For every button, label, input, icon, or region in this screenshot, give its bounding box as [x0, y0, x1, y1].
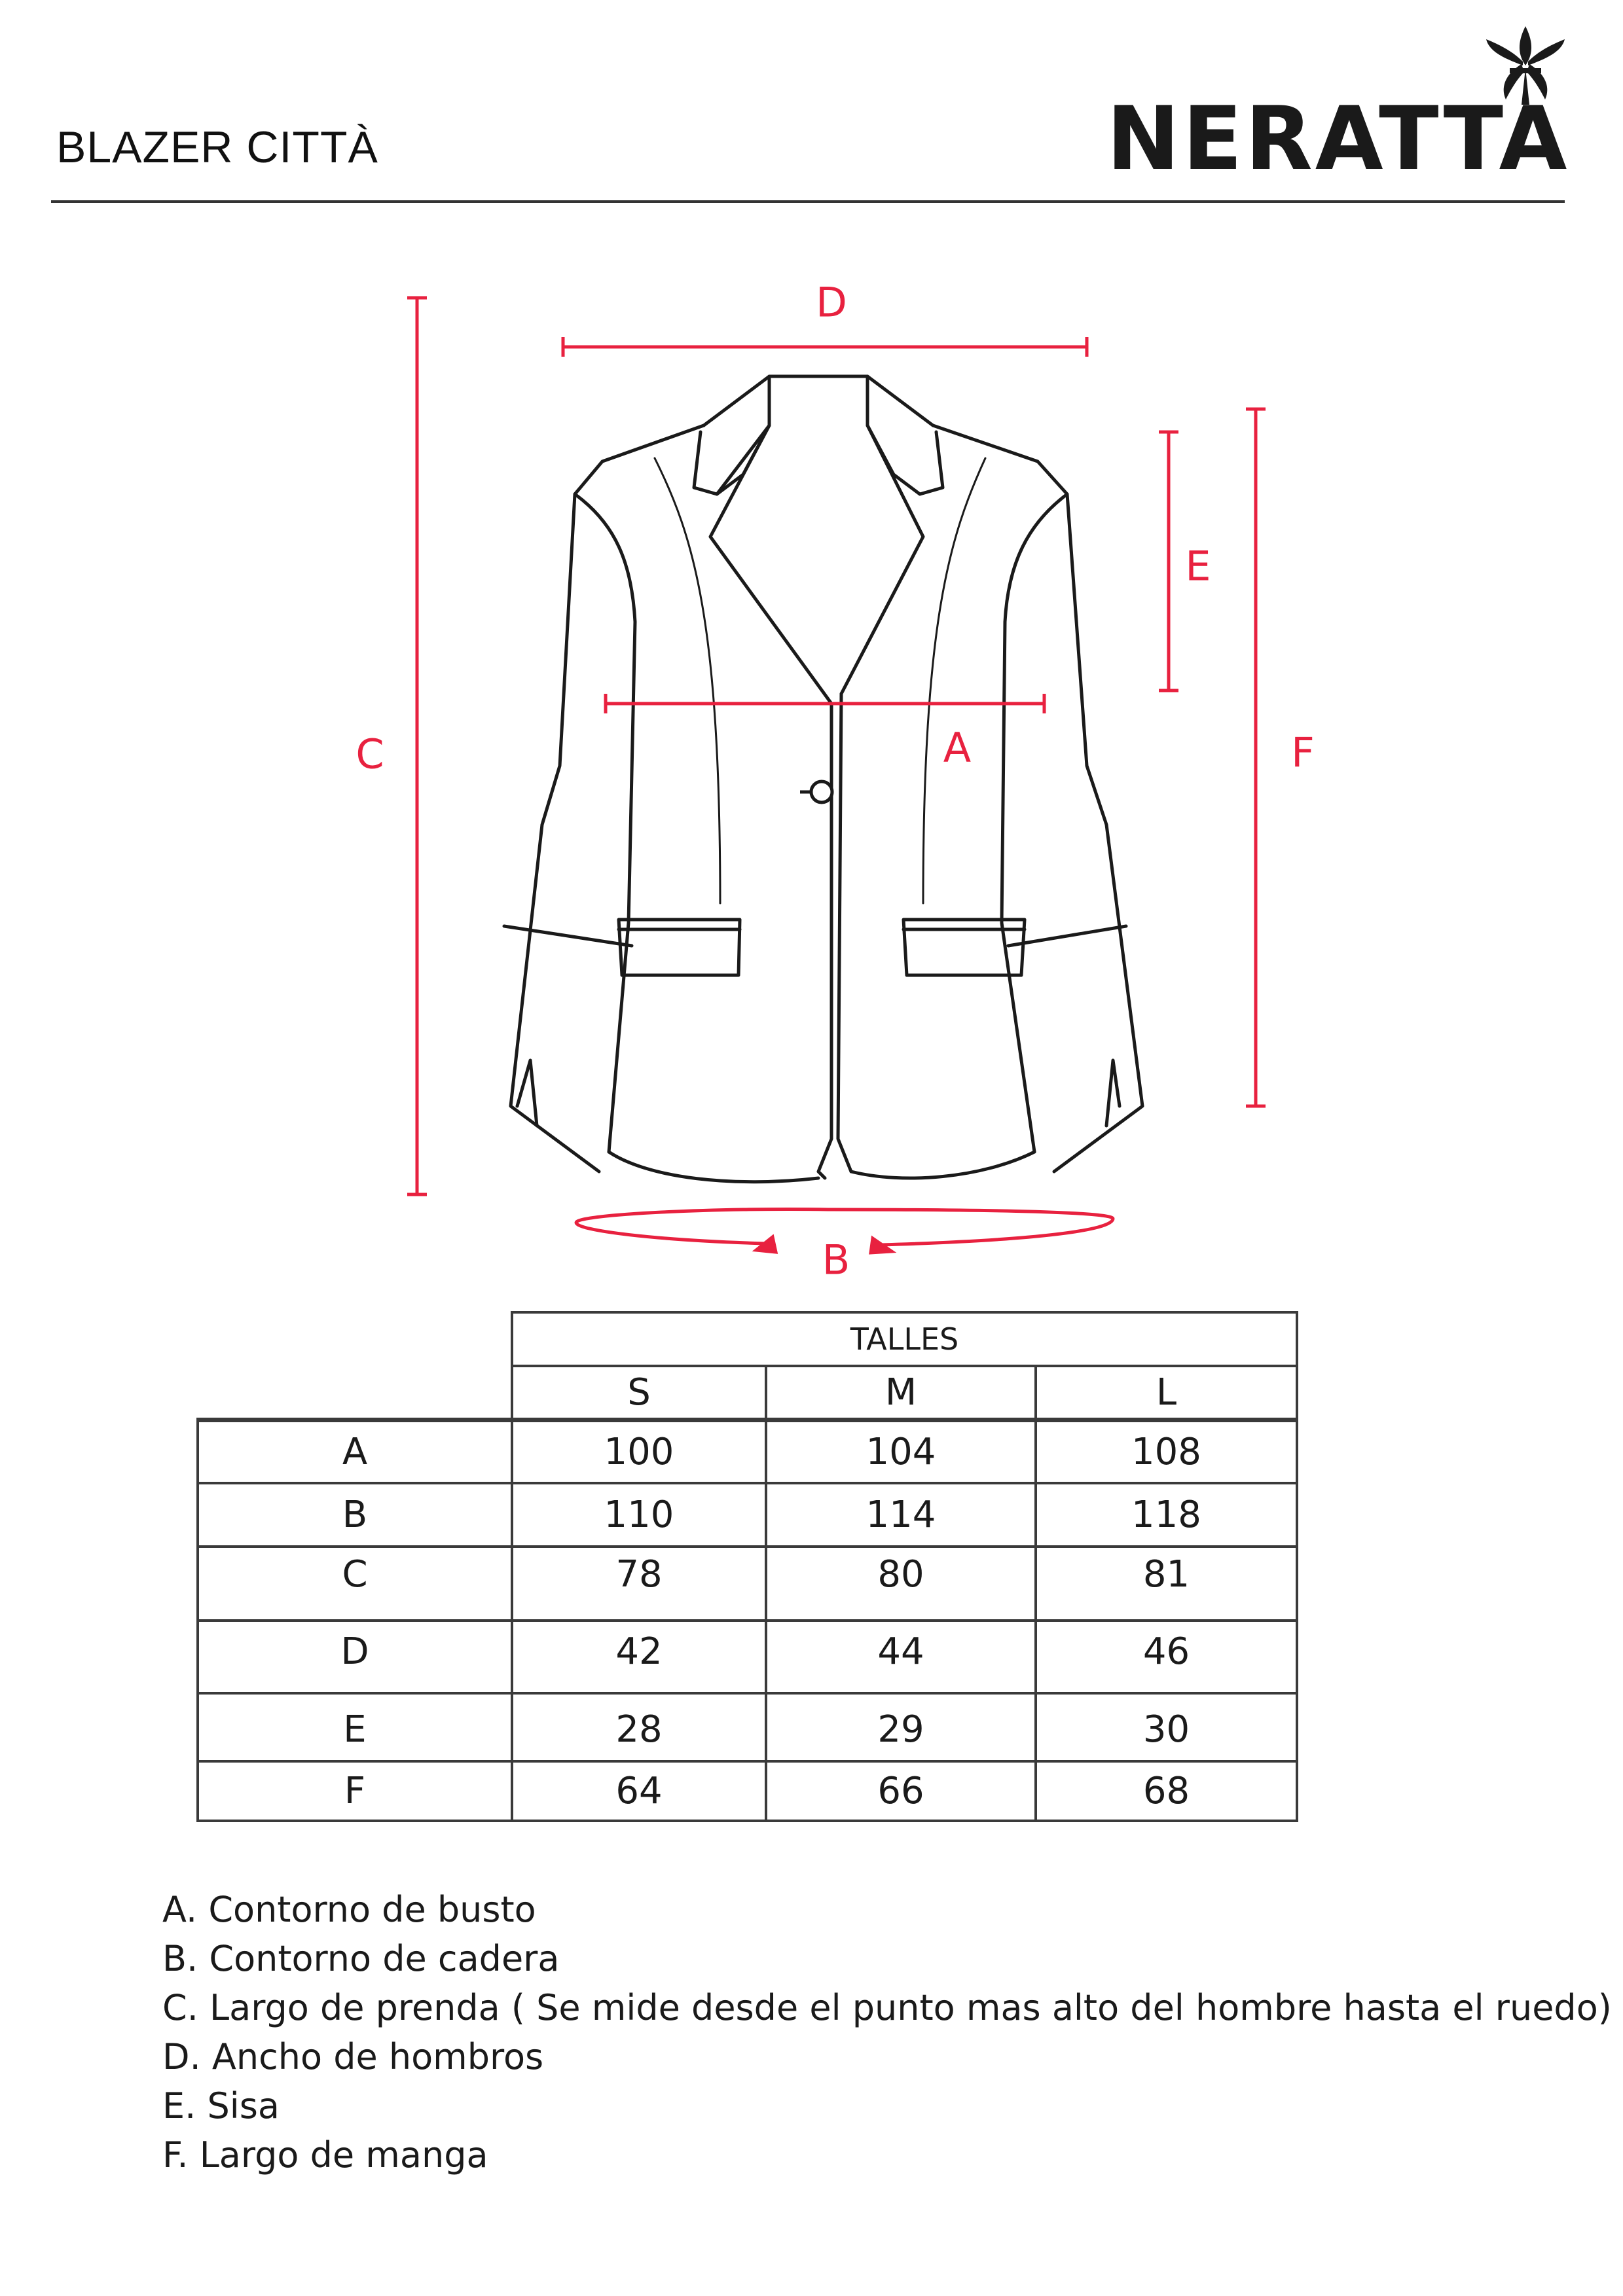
row-label: F: [344, 1770, 366, 1812]
size-header-l: L: [1156, 1371, 1177, 1414]
legend-item-a: A. Contorno de busto: [162, 1889, 536, 1930]
measurement-legend: [162, 1885, 1612, 2179]
legend-item-b: B. Contorno de cadera: [162, 1938, 560, 1979]
row-label: B: [342, 1494, 368, 1536]
row-label: D: [340, 1630, 369, 1673]
row-label: A: [342, 1431, 368, 1473]
page-title: BLAZER CITTÀ: [56, 122, 378, 172]
table-cell: 64: [615, 1770, 663, 1812]
size-header-m: M: [884, 1371, 917, 1414]
table-cell: 44: [877, 1630, 924, 1673]
blazer-outline: [504, 376, 1142, 1182]
table-cell: 108: [1131, 1431, 1201, 1473]
table-cell: 30: [1142, 1708, 1190, 1751]
size-header-s: S: [627, 1371, 651, 1414]
legend-item-f: F. Largo de manga: [162, 2134, 488, 2176]
legend-item-d: D. Ancho de hombros: [162, 2036, 544, 2077]
table-cell: 42: [615, 1630, 663, 1673]
table-cell: 114: [866, 1494, 936, 1536]
row-label: C: [342, 1552, 368, 1596]
label-a: A: [943, 723, 972, 772]
label-d: D: [816, 278, 847, 327]
row-label: E: [343, 1708, 367, 1751]
legend-item-e: E. Sisa: [162, 2085, 280, 2126]
label-e: E: [1185, 542, 1211, 590]
table-group-header: TALLES: [850, 1321, 959, 1357]
legend-item-c: C. Largo de prenda ( Se mide desde el punto mas alto del hombre hasta el ruedo): [162, 1987, 1612, 2028]
table-cell: 29: [877, 1708, 924, 1751]
table-cell: 104: [866, 1431, 936, 1473]
label-c: C: [356, 730, 384, 778]
table-cell: 118: [1131, 1494, 1201, 1536]
table-cell: 28: [615, 1708, 663, 1751]
label-f: F: [1291, 728, 1315, 777]
table-cell: 81: [1142, 1552, 1190, 1596]
label-b: B: [822, 1236, 850, 1284]
table-cell: 80: [877, 1552, 924, 1596]
table-cell: 110: [604, 1494, 674, 1536]
table-cell: 68: [1142, 1770, 1190, 1812]
table-cell: 78: [615, 1552, 663, 1596]
button-icon: [811, 781, 832, 802]
table-cell: 46: [1142, 1630, 1190, 1673]
table-cell: 100: [604, 1431, 674, 1473]
table-cell: 66: [877, 1770, 924, 1812]
brand-name: NERATTA: [1106, 88, 1570, 190]
